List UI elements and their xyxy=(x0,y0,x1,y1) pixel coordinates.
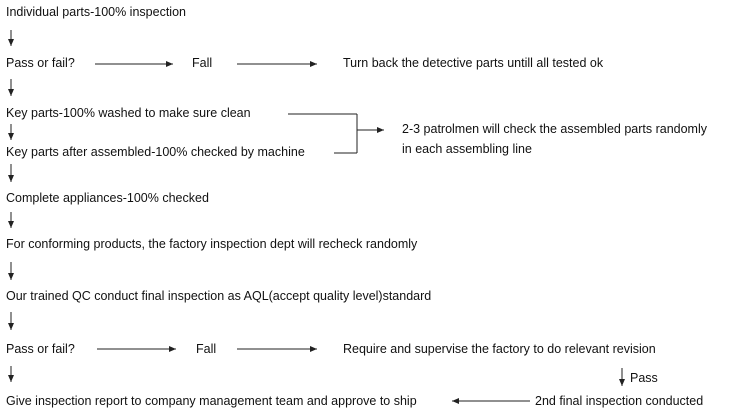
pass-label: Pass xyxy=(630,371,658,385)
step-individual-parts: Individual parts-100% inspection xyxy=(6,5,186,19)
fail-label-1: Fall xyxy=(192,56,213,70)
step-qc-final-inspection: Our trained QC conduct final inspection as AQL(accept quality level)standard xyxy=(6,289,432,303)
step-second-final-inspection: 2nd final inspection conducted xyxy=(535,394,704,408)
fail-label-2: Fall xyxy=(196,342,217,356)
decision-pass-or-fail-1: Pass or fail? xyxy=(6,56,75,70)
patrol-check-line-1: 2-3 patrolmen will check the assembled parts randomly xyxy=(402,122,707,136)
step-key-parts-washed: Key parts-100% washed to make sure clean xyxy=(6,106,251,120)
action-require-revision: Require and supervise the factory to do relevant revision xyxy=(343,342,656,356)
patrol-check-line-2: in each assembling line xyxy=(402,142,532,156)
step-final-report-approve-ship: Give inspection report to company management team and approve to ship xyxy=(6,394,417,408)
action-turn-back-parts: Turn back the detective parts untill all tested ok xyxy=(343,56,604,70)
step-key-parts-assembled: Key parts after assembled-100% checked by machine xyxy=(6,145,305,159)
step-factory-recheck: For conforming products, the factory inspection dept will recheck randomly xyxy=(6,237,418,251)
decision-pass-or-fail-2: Pass or fail? xyxy=(6,342,75,356)
step-complete-appliances: Complete appliances-100% checked xyxy=(6,191,209,205)
